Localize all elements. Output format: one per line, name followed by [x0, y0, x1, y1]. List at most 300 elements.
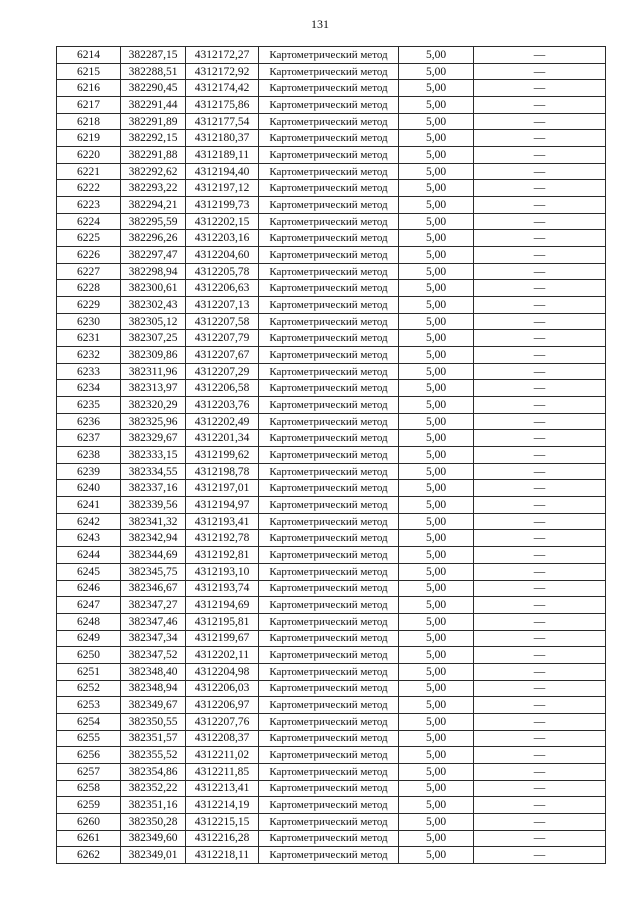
precision-cell: 5,00	[399, 613, 474, 630]
coordinate-x-cell: 382307,25	[121, 330, 186, 347]
point-number-cell: 6215	[57, 63, 121, 80]
coordinate-y-cell: 4312197,01	[186, 480, 259, 497]
point-number-cell: 6223	[57, 197, 121, 214]
method-cell: Картометрический метод	[259, 763, 399, 780]
method-cell: Картометрический метод	[259, 513, 399, 530]
table-row	[57, 47, 606, 64]
coordinate-y-cell: 4312194,69	[186, 597, 259, 614]
coordinate-x-cell: 382295,59	[121, 213, 186, 230]
coordinate-x-cell: 382348,40	[121, 663, 186, 680]
precision-cell: 5,00	[399, 563, 474, 580]
point-number-cell: 6226	[57, 247, 121, 264]
table-row	[57, 147, 606, 164]
point-number-cell: 6249	[57, 630, 121, 647]
note-cell: —	[474, 480, 606, 497]
coordinate-x-cell: 382329,67	[121, 430, 186, 447]
coordinate-y-cell: 4312202,15	[186, 213, 259, 230]
point-number-cell: 6230	[57, 313, 121, 330]
note-cell: —	[474, 130, 606, 147]
table-row	[57, 63, 606, 80]
precision-cell: 5,00	[399, 80, 474, 97]
table-row	[57, 413, 606, 430]
note-cell: —	[474, 180, 606, 197]
table-row	[57, 747, 606, 764]
coordinate-y-cell: 4312192,78	[186, 530, 259, 547]
precision-cell: 5,00	[399, 580, 474, 597]
precision-cell: 5,00	[399, 413, 474, 430]
method-cell: Картометрический метод	[259, 147, 399, 164]
coordinate-y-cell: 4312193,74	[186, 580, 259, 597]
page-number: 131	[311, 17, 329, 31]
table-row	[57, 580, 606, 597]
table-row	[57, 247, 606, 264]
method-cell: Картометрический метод	[259, 530, 399, 547]
note-cell: —	[474, 347, 606, 364]
point-number-cell: 6240	[57, 480, 121, 497]
point-number-cell: 6217	[57, 97, 121, 114]
coordinate-y-cell: 4312207,79	[186, 330, 259, 347]
coordinate-y-cell: 4312193,41	[186, 513, 259, 530]
coordinate-y-cell: 4312177,54	[186, 113, 259, 130]
note-cell: —	[474, 47, 606, 64]
point-number-cell: 6219	[57, 130, 121, 147]
note-cell: —	[474, 763, 606, 780]
coordinate-y-cell: 4312207,76	[186, 713, 259, 730]
coordinate-y-cell: 4312203,16	[186, 230, 259, 247]
note-cell: —	[474, 397, 606, 414]
note-cell: —	[474, 547, 606, 564]
coordinate-y-cell: 4312206,63	[186, 280, 259, 297]
coordinate-y-cell: 4312207,13	[186, 297, 259, 314]
coordinate-y-cell: 4312203,76	[186, 397, 259, 414]
coordinate-x-cell: 382349,60	[121, 830, 186, 847]
method-cell: Картометрический метод	[259, 413, 399, 430]
point-number-cell: 6221	[57, 163, 121, 180]
table-row	[57, 780, 606, 797]
note-cell: —	[474, 847, 606, 864]
precision-cell: 5,00	[399, 447, 474, 464]
table-row	[57, 280, 606, 297]
method-cell: Картометрический метод	[259, 830, 399, 847]
point-number-cell: 6235	[57, 397, 121, 414]
coordinate-y-cell: 4312216,28	[186, 830, 259, 847]
precision-cell: 5,00	[399, 497, 474, 514]
note-cell: —	[474, 647, 606, 664]
point-number-cell: 6222	[57, 180, 121, 197]
method-cell: Картометрический метод	[259, 47, 399, 64]
point-number-cell: 6253	[57, 697, 121, 714]
table-row	[57, 113, 606, 130]
coordinate-y-cell: 4312197,12	[186, 180, 259, 197]
coordinate-x-cell: 382341,32	[121, 513, 186, 530]
method-cell: Картометрический метод	[259, 730, 399, 747]
method-cell: Картометрический метод	[259, 663, 399, 680]
note-cell: —	[474, 697, 606, 714]
table-row	[57, 630, 606, 647]
precision-cell: 5,00	[399, 597, 474, 614]
precision-cell: 5,00	[399, 280, 474, 297]
coordinate-y-cell: 4312211,02	[186, 747, 259, 764]
point-number-cell: 6247	[57, 597, 121, 614]
point-number-cell: 6244	[57, 547, 121, 564]
precision-cell: 5,00	[399, 197, 474, 214]
coordinate-y-cell: 4312206,03	[186, 680, 259, 697]
coordinate-y-cell: 4312218,11	[186, 847, 259, 864]
coordinate-x-cell: 382305,12	[121, 313, 186, 330]
method-cell: Картометрический метод	[259, 813, 399, 830]
note-cell: —	[474, 280, 606, 297]
table-row	[57, 447, 606, 464]
method-cell: Картометрический метод	[259, 480, 399, 497]
precision-cell: 5,00	[399, 113, 474, 130]
note-cell: —	[474, 413, 606, 430]
note-cell: —	[474, 780, 606, 797]
precision-cell: 5,00	[399, 297, 474, 314]
note-cell: —	[474, 147, 606, 164]
point-number-cell: 6259	[57, 797, 121, 814]
coordinate-y-cell: 4312214,19	[186, 797, 259, 814]
method-cell: Картометрический метод	[259, 247, 399, 264]
coordinate-y-cell: 4312206,97	[186, 697, 259, 714]
coordinate-x-cell: 382287,15	[121, 47, 186, 64]
table-row	[57, 663, 606, 680]
table-row	[57, 463, 606, 480]
point-number-cell: 6237	[57, 430, 121, 447]
precision-cell: 5,00	[399, 347, 474, 364]
coordinate-y-cell: 4312205,78	[186, 263, 259, 280]
method-cell: Картометрический метод	[259, 547, 399, 564]
coordinate-x-cell: 382344,69	[121, 547, 186, 564]
precision-cell: 5,00	[399, 213, 474, 230]
note-cell: —	[474, 97, 606, 114]
coordinate-x-cell: 382342,94	[121, 530, 186, 547]
note-cell: —	[474, 680, 606, 697]
coordinate-x-cell: 382352,22	[121, 780, 186, 797]
precision-cell: 5,00	[399, 747, 474, 764]
note-cell: —	[474, 813, 606, 830]
method-cell: Картометрический метод	[259, 180, 399, 197]
table-row	[57, 830, 606, 847]
point-number-cell: 6227	[57, 263, 121, 280]
table-row	[57, 297, 606, 314]
point-number-cell: 6256	[57, 747, 121, 764]
coordinate-y-cell: 4312206,58	[186, 380, 259, 397]
table-row	[57, 513, 606, 530]
point-number-cell: 6239	[57, 463, 121, 480]
point-number-cell: 6231	[57, 330, 121, 347]
point-number-cell: 6218	[57, 113, 121, 130]
note-cell: —	[474, 380, 606, 397]
coordinate-x-cell: 382347,46	[121, 613, 186, 630]
table-row	[57, 130, 606, 147]
table-row	[57, 530, 606, 547]
method-cell: Картометрический метод	[259, 497, 399, 514]
point-number-cell: 6248	[57, 613, 121, 630]
coordinate-x-cell: 382350,28	[121, 813, 186, 830]
coordinate-x-cell: 382291,89	[121, 113, 186, 130]
precision-cell: 5,00	[399, 363, 474, 380]
table-row	[57, 597, 606, 614]
precision-cell: 5,00	[399, 313, 474, 330]
method-cell: Картометрический метод	[259, 297, 399, 314]
coordinate-x-cell: 382354,86	[121, 763, 186, 780]
coordinate-x-cell: 382320,29	[121, 397, 186, 414]
table-row	[57, 363, 606, 380]
coordinates-table-body	[57, 47, 606, 864]
note-cell: —	[474, 63, 606, 80]
coordinate-x-cell: 382351,16	[121, 797, 186, 814]
note-cell: —	[474, 297, 606, 314]
method-cell: Картометрический метод	[259, 463, 399, 480]
table-row	[57, 547, 606, 564]
precision-cell: 5,00	[399, 430, 474, 447]
precision-cell: 5,00	[399, 530, 474, 547]
coordinate-y-cell: 4312204,98	[186, 663, 259, 680]
coordinate-x-cell: 382298,94	[121, 263, 186, 280]
point-number-cell: 6214	[57, 47, 121, 64]
coordinate-x-cell: 382292,62	[121, 163, 186, 180]
table-row	[57, 263, 606, 280]
coordinate-y-cell: 4312199,62	[186, 447, 259, 464]
coordinate-x-cell: 382292,15	[121, 130, 186, 147]
point-number-cell: 6255	[57, 730, 121, 747]
note-cell: —	[474, 530, 606, 547]
coordinate-x-cell: 382297,47	[121, 247, 186, 264]
table-row	[57, 197, 606, 214]
precision-cell: 5,00	[399, 480, 474, 497]
method-cell: Картометрический метод	[259, 430, 399, 447]
coordinate-x-cell: 382337,16	[121, 480, 186, 497]
precision-cell: 5,00	[399, 130, 474, 147]
method-cell: Картометрический метод	[259, 630, 399, 647]
coordinate-x-cell: 382347,52	[121, 647, 186, 664]
coordinate-y-cell: 4312193,10	[186, 563, 259, 580]
table-row	[57, 330, 606, 347]
table-row	[57, 97, 606, 114]
method-cell: Картометрический метод	[259, 447, 399, 464]
note-cell: —	[474, 230, 606, 247]
coordinate-y-cell: 4312189,11	[186, 147, 259, 164]
coordinate-x-cell: 382291,88	[121, 147, 186, 164]
note-cell: —	[474, 330, 606, 347]
precision-cell: 5,00	[399, 163, 474, 180]
point-number-cell: 6262	[57, 847, 121, 864]
precision-cell: 5,00	[399, 780, 474, 797]
note-cell: —	[474, 213, 606, 230]
precision-cell: 5,00	[399, 247, 474, 264]
table-row	[57, 213, 606, 230]
coordinate-x-cell: 382294,21	[121, 197, 186, 214]
note-cell: —	[474, 563, 606, 580]
coordinate-x-cell: 382348,94	[121, 680, 186, 697]
table-row	[57, 313, 606, 330]
note-cell: —	[474, 497, 606, 514]
precision-cell: 5,00	[399, 830, 474, 847]
note-cell: —	[474, 613, 606, 630]
coordinate-y-cell: 4312194,97	[186, 497, 259, 514]
method-cell: Картометрический метод	[259, 647, 399, 664]
method-cell: Картометрический метод	[259, 330, 399, 347]
point-number-cell: 6252	[57, 680, 121, 697]
coordinate-x-cell: 382290,45	[121, 80, 186, 97]
coordinate-y-cell: 4312174,42	[186, 80, 259, 97]
coordinate-x-cell: 382351,57	[121, 730, 186, 747]
coordinate-x-cell: 382302,43	[121, 297, 186, 314]
note-cell: —	[474, 463, 606, 480]
method-cell: Картометрический метод	[259, 347, 399, 364]
method-cell: Картометрический метод	[259, 213, 399, 230]
table-row	[57, 430, 606, 447]
method-cell: Картометрический метод	[259, 697, 399, 714]
point-number-cell: 6260	[57, 813, 121, 830]
coordinate-x-cell: 382288,51	[121, 63, 186, 80]
method-cell: Картометрический метод	[259, 313, 399, 330]
coordinate-x-cell: 382355,52	[121, 747, 186, 764]
note-cell: —	[474, 363, 606, 380]
coordinate-y-cell: 4312207,58	[186, 313, 259, 330]
precision-cell: 5,00	[399, 330, 474, 347]
method-cell: Картометрический метод	[259, 397, 399, 414]
note-cell: —	[474, 713, 606, 730]
coordinate-y-cell: 4312175,86	[186, 97, 259, 114]
note-cell: —	[474, 747, 606, 764]
coordinate-y-cell: 4312204,60	[186, 247, 259, 264]
precision-cell: 5,00	[399, 547, 474, 564]
coordinate-y-cell: 4312202,11	[186, 647, 259, 664]
point-number-cell: 6254	[57, 713, 121, 730]
coordinate-x-cell: 382334,55	[121, 463, 186, 480]
coordinate-y-cell: 4312213,41	[186, 780, 259, 797]
precision-cell: 5,00	[399, 847, 474, 864]
point-number-cell: 6224	[57, 213, 121, 230]
method-cell: Картометрический метод	[259, 130, 399, 147]
table-row	[57, 730, 606, 747]
coordinate-x-cell: 382300,61	[121, 280, 186, 297]
coordinate-y-cell: 4312199,67	[186, 630, 259, 647]
table-row	[57, 80, 606, 97]
point-number-cell: 6246	[57, 580, 121, 597]
method-cell: Картометрический метод	[259, 713, 399, 730]
precision-cell: 5,00	[399, 797, 474, 814]
method-cell: Картометрический метод	[259, 563, 399, 580]
coordinate-y-cell: 4312180,37	[186, 130, 259, 147]
coordinate-x-cell: 382350,55	[121, 713, 186, 730]
table-row	[57, 180, 606, 197]
coordinate-y-cell: 4312211,85	[186, 763, 259, 780]
point-number-cell: 6236	[57, 413, 121, 430]
precision-cell: 5,00	[399, 763, 474, 780]
table-row	[57, 497, 606, 514]
note-cell: —	[474, 80, 606, 97]
method-cell: Картометрический метод	[259, 113, 399, 130]
method-cell: Картометрический метод	[259, 613, 399, 630]
table-row	[57, 647, 606, 664]
precision-cell: 5,00	[399, 663, 474, 680]
coordinate-y-cell: 4312201,34	[186, 430, 259, 447]
note-cell: —	[474, 597, 606, 614]
coordinate-y-cell: 4312172,92	[186, 63, 259, 80]
method-cell: Картометрический метод	[259, 80, 399, 97]
method-cell: Картометрический метод	[259, 97, 399, 114]
method-cell: Картометрический метод	[259, 163, 399, 180]
point-number-cell: 6242	[57, 513, 121, 530]
point-number-cell: 6250	[57, 647, 121, 664]
method-cell: Картометрический метод	[259, 263, 399, 280]
table-row	[57, 613, 606, 630]
precision-cell: 5,00	[399, 47, 474, 64]
point-number-cell: 6238	[57, 447, 121, 464]
method-cell: Картометрический метод	[259, 780, 399, 797]
table-row	[57, 397, 606, 414]
coordinate-y-cell: 4312207,29	[186, 363, 259, 380]
coordinate-y-cell: 4312215,15	[186, 813, 259, 830]
note-cell: —	[474, 730, 606, 747]
precision-cell: 5,00	[399, 697, 474, 714]
point-number-cell: 6220	[57, 147, 121, 164]
point-number-cell: 6243	[57, 530, 121, 547]
table-row	[57, 813, 606, 830]
precision-cell: 5,00	[399, 97, 474, 114]
note-cell: —	[474, 263, 606, 280]
point-number-cell: 6228	[57, 280, 121, 297]
coordinate-x-cell: 382309,86	[121, 347, 186, 364]
precision-cell: 5,00	[399, 463, 474, 480]
coordinate-x-cell: 382346,67	[121, 580, 186, 597]
note-cell: —	[474, 113, 606, 130]
coordinate-x-cell: 382311,96	[121, 363, 186, 380]
coordinate-y-cell: 4312198,78	[186, 463, 259, 480]
precision-cell: 5,00	[399, 813, 474, 830]
point-number-cell: 6258	[57, 780, 121, 797]
precision-cell: 5,00	[399, 230, 474, 247]
precision-cell: 5,00	[399, 63, 474, 80]
coordinate-y-cell: 4312194,40	[186, 163, 259, 180]
coordinate-x-cell: 382296,26	[121, 230, 186, 247]
coordinate-y-cell: 4312202,49	[186, 413, 259, 430]
coordinate-y-cell: 4312199,73	[186, 197, 259, 214]
note-cell: —	[474, 197, 606, 214]
point-number-cell: 6234	[57, 380, 121, 397]
precision-cell: 5,00	[399, 730, 474, 747]
point-number-cell: 6257	[57, 763, 121, 780]
coordinate-y-cell: 4312195,81	[186, 613, 259, 630]
method-cell: Картометрический метод	[259, 797, 399, 814]
note-cell: —	[474, 447, 606, 464]
precision-cell: 5,00	[399, 263, 474, 280]
coordinates-table	[56, 46, 606, 864]
table-row	[57, 563, 606, 580]
point-number-cell: 6245	[57, 563, 121, 580]
note-cell: —	[474, 797, 606, 814]
precision-cell: 5,00	[399, 180, 474, 197]
note-cell: —	[474, 430, 606, 447]
method-cell: Картометрический метод	[259, 747, 399, 764]
note-cell: —	[474, 630, 606, 647]
precision-cell: 5,00	[399, 380, 474, 397]
table-row	[57, 380, 606, 397]
coordinate-y-cell: 4312192,81	[186, 547, 259, 564]
method-cell: Картометрический метод	[259, 580, 399, 597]
coordinate-x-cell: 382325,96	[121, 413, 186, 430]
coordinate-x-cell: 382349,01	[121, 847, 186, 864]
coordinate-x-cell: 382345,75	[121, 563, 186, 580]
method-cell: Картометрический метод	[259, 847, 399, 864]
method-cell: Картометрический метод	[259, 197, 399, 214]
note-cell: —	[474, 247, 606, 264]
method-cell: Картометрический метод	[259, 380, 399, 397]
table-row	[57, 847, 606, 864]
table-row	[57, 713, 606, 730]
